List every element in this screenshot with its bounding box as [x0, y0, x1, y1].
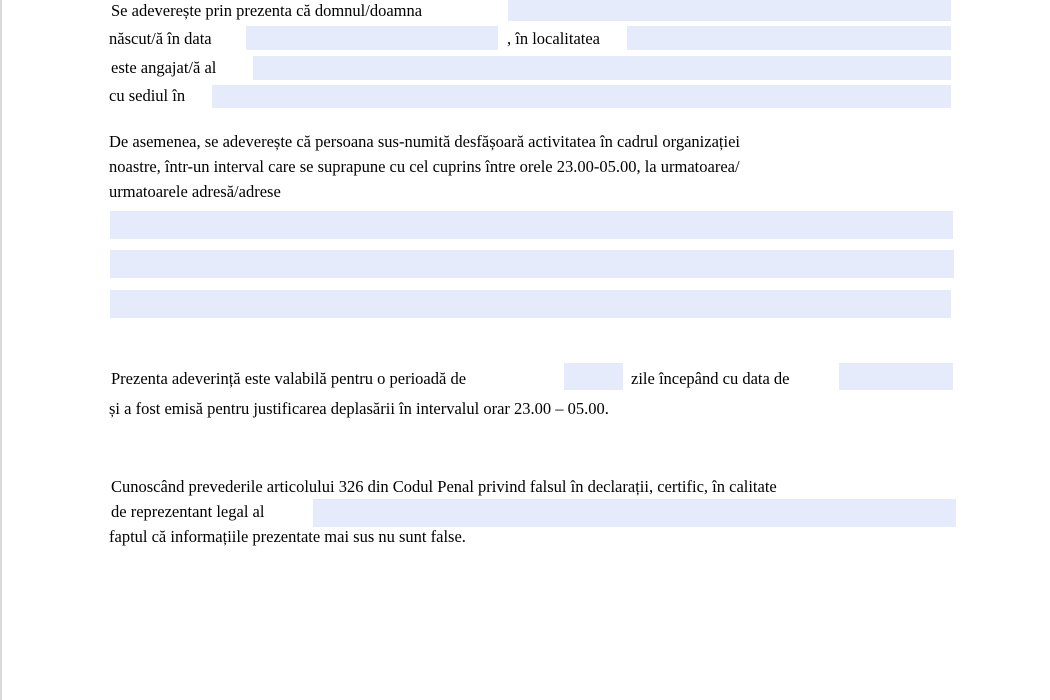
birth-locality-label: , în localitatea [507, 29, 600, 48]
legal-representative-field[interactable] [313, 499, 956, 527]
validity-text-b: zile începând cu data de [631, 369, 790, 388]
activity-paragraph-line-2: noastre, într-un interval care se suprapune cu cel cuprins între orele 23.00-05.00, la urmatoarea/ [109, 157, 740, 176]
intro-text: Se adeverește prin prezenta că domnul/doamna [111, 1, 423, 20]
address-field-3[interactable] [110, 290, 951, 318]
headquarters-field[interactable] [212, 85, 951, 108]
activity-paragraph-line-1: De asemenea, se adeverește că persoana sus-numită desfășoară activitatea în cadrul organizației [109, 132, 740, 151]
declaration-line-3: faptul că informațiile prezentate mai sus nu sunt false. [109, 527, 466, 546]
address-field-1[interactable] [110, 211, 953, 239]
declaration-line-1: Cunoscând prevederile articolului 326 din Codul Penal privind falsul în declarații, certific, în calitate [111, 477, 777, 496]
activity-paragraph-line-3: urmatoarele adresă/adrese [109, 182, 281, 201]
headquarters-label: cu sediul în [109, 86, 186, 105]
start-date-field[interactable] [839, 363, 953, 390]
birth-date-field[interactable] [246, 26, 498, 50]
person-name-field[interactable] [508, 0, 951, 21]
employer-field[interactable] [253, 56, 951, 80]
legal-representative-label: de reprezentant legal al [111, 502, 265, 521]
employer-label: este angajat/ă al [111, 58, 217, 77]
validity-text-a: Prezenta adeverință este valabilă pentru o perioadă de [111, 369, 467, 388]
address-field-2[interactable] [110, 250, 954, 278]
validity-text-line-2: și a fost emisă pentru justificarea deplasării în intervalul orar 23.00 – 05.00. [109, 399, 609, 418]
birth-date-label: născut/ă în data [109, 29, 212, 48]
page-left-border [0, 0, 2, 700]
validity-days-field[interactable] [564, 363, 623, 390]
birth-locality-field[interactable] [627, 26, 951, 50]
